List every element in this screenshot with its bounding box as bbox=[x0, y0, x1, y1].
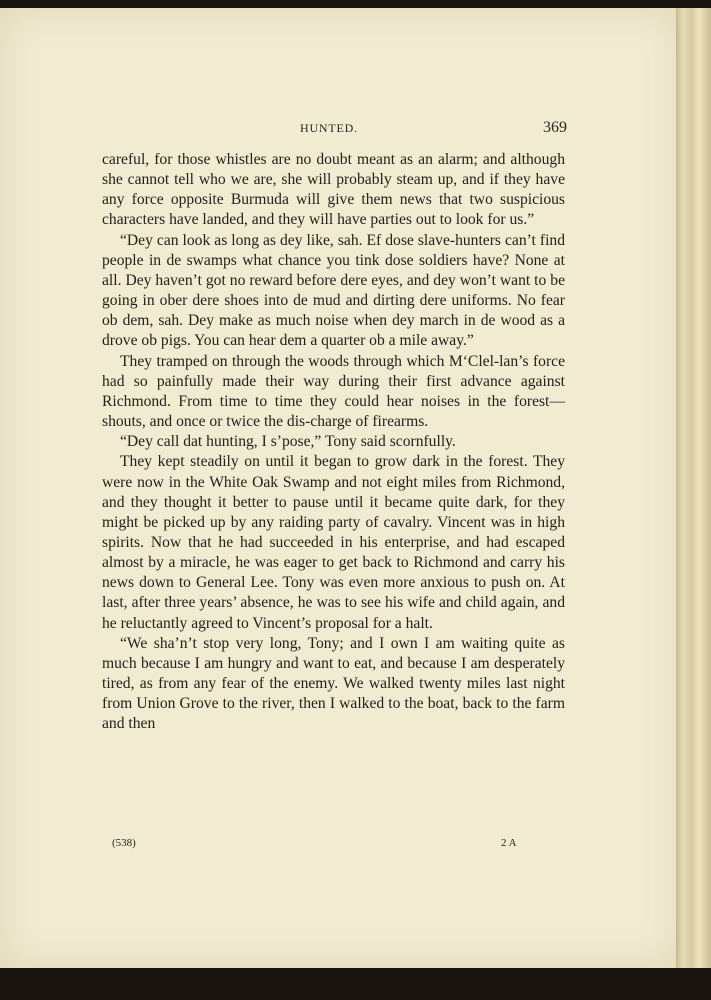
paragraph: They tramped on through the woods through which M‘Clel-lan’s force had so painfully made their way during their first advance against Richmond. From time to time they could hear noises in the forest—shouts, and once or twice the dis-charge of firearms. bbox=[102, 352, 565, 431]
paragraph: careful, for those whistles are no doubt meant as an alarm; and although she cannot tell who we are, she will probably steam up, and if they have any force opposite Burmuda will give them news that two suspicious characters have landed, and they will have parties out to look for us.” bbox=[102, 151, 565, 229]
paragraph: “We sha’n’t stop very long, Tony; and I own I am waiting quite as much because I am hungry and want to eat, and because I am desperately tired, as from any fear of the enemy. We walked twenty miles last night from Union Grove to the river, then I walked to the boat, back to the farm and then bbox=[102, 634, 565, 733]
signature-mark-right: 2 A bbox=[501, 837, 517, 849]
page-header bbox=[300, 119, 570, 139]
paragraph: “Dey can look as long as dey like, sah. Ef dose slave-hunters can’t find people in de swamps what chance you tink dose soldiers have? None at all. Dey haven’t got no reward before dere eyes, and dey won’t want to be going in ober dere shoes into de mud and dirting dere uniforms. No fear ob dem, sah. Dey make as much noise when dey march in de wood as a drove ob pigs. You can hear dem a quarter ob a mile away.” bbox=[102, 231, 565, 350]
running-title: HUNTED. bbox=[300, 121, 358, 135]
signature-mark-left: (538) bbox=[112, 837, 136, 849]
paragraph: “Dey call dat hunting, I s’pose,” Tony said scornfully. bbox=[120, 433, 456, 451]
page-number: 369 bbox=[543, 119, 567, 136]
page-edge bbox=[676, 8, 711, 968]
body-text bbox=[102, 150, 565, 735]
paragraph: They kept steadily on until it began to grow dark in the forest. They were now in the White Oak Swamp and not eight miles from Richmond, and they thought it better to pause until it became quite dark, for they might be picked up by any raiding party of cavalry. Vincent was in high spirits. Now that he had succeeded in his enterprise, and had escaped almost by a miracle, he was eager to get back to Richmond and carry his news down to General Lee. Tony was even more anxious to push on. At last, after three years’ absence, he was to see his wife and child again, and he reluctantly agreed to Vincent’s proposal for a halt. bbox=[102, 453, 565, 632]
page-footer bbox=[112, 837, 532, 853]
